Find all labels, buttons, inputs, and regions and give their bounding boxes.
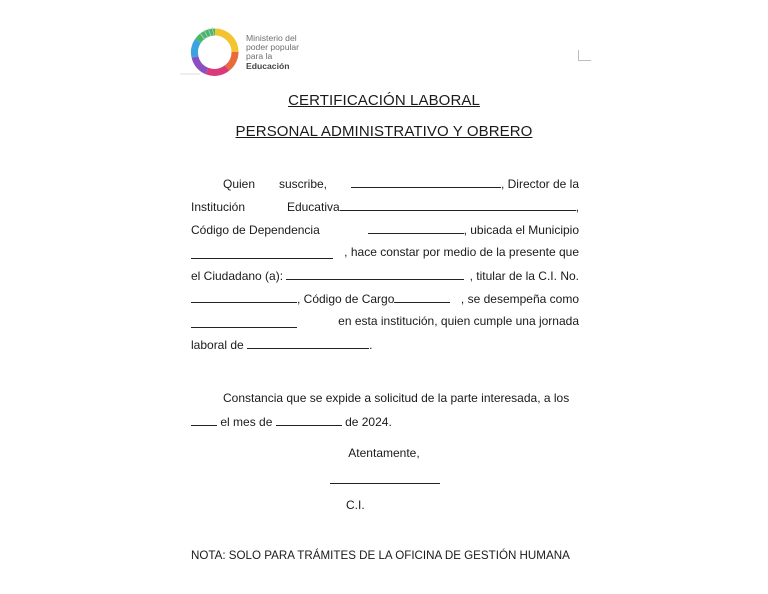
text-suscribe: suscribe, [278, 177, 328, 191]
text-el-mes-de: el mes de [220, 415, 273, 429]
closing-line-1 [191, 391, 579, 405]
body-line-4 [191, 245, 579, 259]
text-educativa: Educativa [286, 200, 340, 214]
body-line-8 [191, 337, 579, 352]
position-code-blank[interactable] [394, 291, 450, 303]
day-blank[interactable] [191, 414, 217, 426]
body-line-5 [191, 268, 579, 283]
text-constancia: Constancia que se expide a solicitud de la parte interesada, a los [223, 391, 570, 405]
month-blank[interactable] [276, 414, 342, 426]
document-title: CERTIFICACIÓN LABORAL [288, 92, 480, 109]
text-quien: Quien [223, 177, 256, 191]
closing-line-2 [191, 414, 579, 429]
text-ubicada: , ubicada el Municipio [463, 223, 579, 237]
citizen-name-blank[interactable] [286, 268, 464, 280]
text-laboral-de: laboral de [191, 338, 244, 352]
text-year: de 2024. [345, 415, 392, 429]
logo-line-4: Educación [246, 60, 290, 71]
ministry-logo [180, 24, 340, 80]
body-line-6 [191, 291, 579, 306]
workday-blank[interactable] [247, 337, 369, 349]
document-subtitle: PERSONAL ADMINISTRATIVO Y OBRERO [235, 123, 533, 140]
body-line-1 [191, 176, 579, 191]
logo-line-3: para la [246, 51, 273, 62]
text-institucion: Institución [191, 200, 246, 214]
body-line-7 [191, 314, 579, 328]
municipality-blank[interactable] [191, 247, 333, 259]
text-codigo-cargo: , Código de Cargo [297, 292, 395, 306]
body-line-3 [191, 222, 579, 237]
text-codigo-dependencia: Código de Dependencia [191, 223, 320, 237]
body-line-2 [191, 199, 579, 214]
text-desempena: , se desempeña como [460, 292, 579, 306]
salutation: Atentamente, [348, 446, 420, 460]
text-hace-constar: , hace constar por medio de la presente que [344, 245, 579, 259]
ci-number-blank[interactable] [191, 291, 297, 303]
logo-line-2: poder popular [246, 42, 300, 53]
ministry-logo-text [246, 34, 299, 71]
text-director: , Director de la [500, 177, 579, 191]
text-comma: , [575, 200, 579, 214]
signature-ci-label: C.I. [346, 498, 365, 512]
job-title-blank[interactable] [191, 316, 297, 328]
institution-name-blank[interactable] [340, 199, 576, 211]
signature-line[interactable] [330, 483, 440, 484]
dependency-code-blank[interactable] [368, 222, 464, 234]
text-ciudadano: el Ciudadano (a): [191, 269, 284, 283]
text-en-esta-institucion: en esta institución, quien cumple una jornada [338, 314, 579, 328]
director-name-blank[interactable] [351, 176, 501, 188]
footer-note: NOTA: SOLO PARA TRÁMITES DE LA OFICINA DE GESTIÓN HUMANA [191, 549, 570, 562]
logo-line-1: Ministerio del [246, 33, 297, 43]
margin-corner-mark [578, 50, 591, 61]
text-titular: , titular de la C.I. No. [469, 269, 579, 283]
text-period: . [369, 338, 373, 352]
ministry-emblem-icon [180, 24, 250, 80]
